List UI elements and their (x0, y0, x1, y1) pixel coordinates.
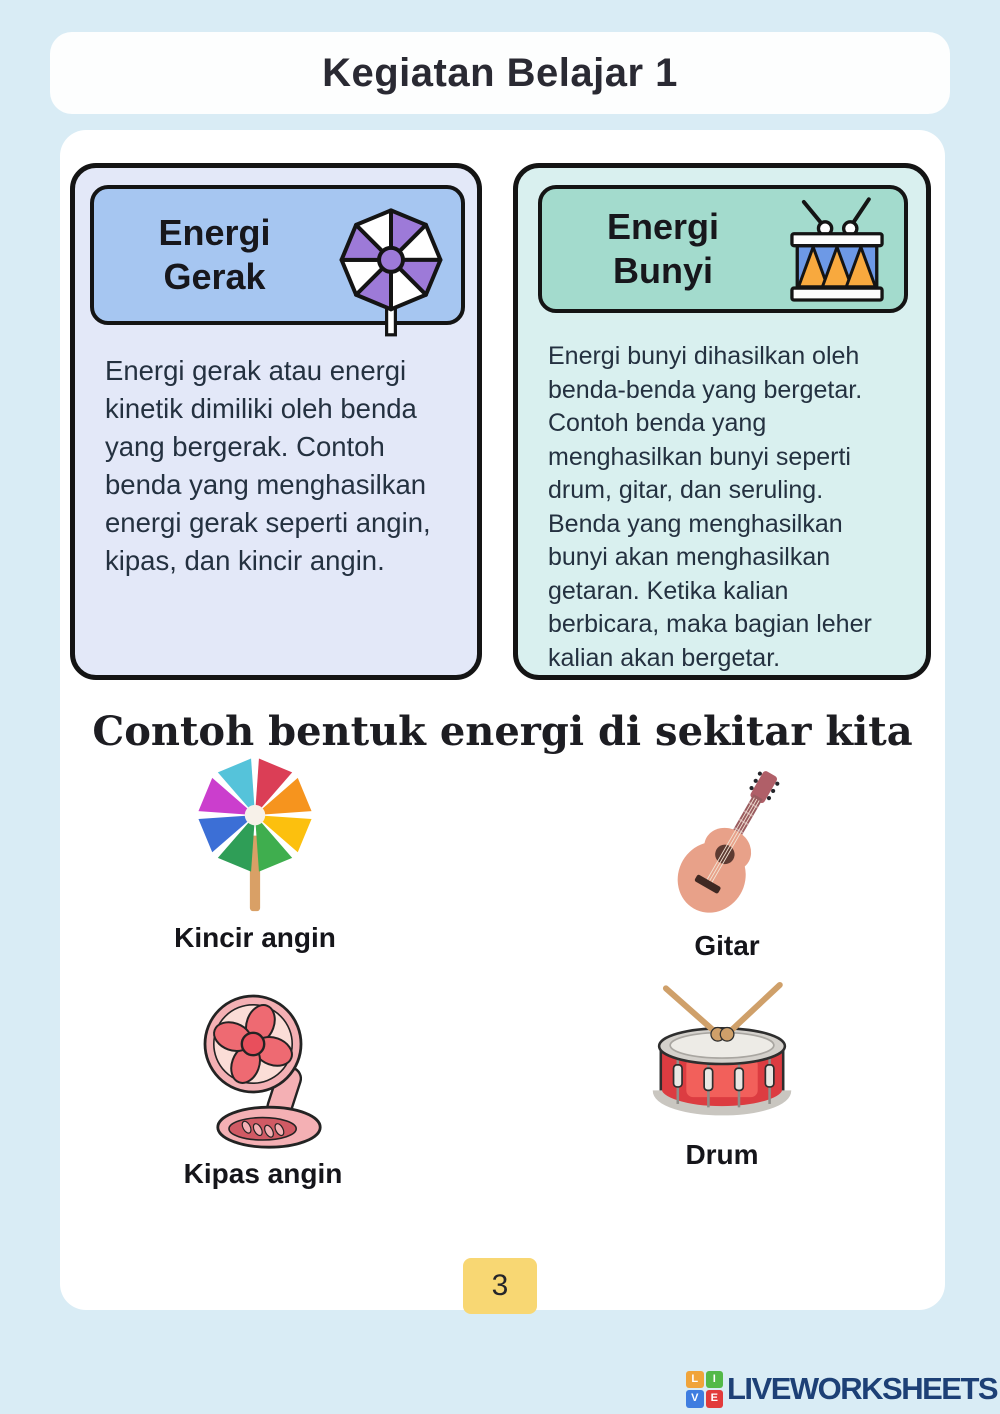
label-kipas-angin: Kipas angin (183, 1158, 343, 1189)
guitar-icon (659, 754, 795, 924)
example-kincir-angin (140, 752, 370, 954)
label-drum: Drum (685, 1139, 759, 1170)
energi-gerak-title-line2: Gerak (163, 256, 266, 297)
pinwheel-icon (335, 204, 447, 338)
energi-gerak-title (94, 211, 335, 299)
drum-icon (784, 192, 890, 306)
energi-bunyi-title-line1: Energi (606, 206, 720, 248)
logo-letter-i: I (706, 1371, 724, 1389)
page-number: 3 (463, 1258, 537, 1314)
logo-letter-l: L (686, 1371, 704, 1389)
energi-gerak-body: Energi gerak atau energi kinetik dimiliki oleh benda yang bergerak. Contoh benda yang menghasilkan energi gerak seperti angin, kipas, dan kincir angin. (105, 355, 431, 576)
color-pinwheel-icon (192, 752, 318, 916)
liveworksheets-logo-icon (686, 1371, 723, 1408)
energi-gerak-title-line1: Energi (158, 212, 271, 254)
energi-bunyi-title-line2: Bunyi (612, 250, 713, 291)
energi-gerak-card (70, 163, 482, 680)
title-card (50, 32, 950, 114)
brand-text: LIVEWORKSHEETS (727, 1371, 998, 1406)
section-heading: Contoh bentuk energi di sekitar kita (92, 708, 913, 755)
page-title: Kegiatan Belajar 1 (322, 50, 678, 95)
fan-icon (189, 988, 337, 1152)
example-kipas-angin (148, 988, 378, 1190)
logo-letter-e: E (706, 1390, 724, 1408)
example-gitar (612, 754, 842, 962)
energi-bunyi-body: Energi bunyi dihasilkan oleh benda-benda yang bergetar. Contoh benda yang menghasilkan bunyi seperti drum, gitar, dan seruling. Benda yang menghasilkan bunyi akan menghasilkan getaran. Ketika kalian berbicara, maka bagian leher kalian akan bergetar. (548, 342, 872, 672)
label-gitar: Gitar (694, 930, 760, 961)
logo-letter-v: V (686, 1390, 704, 1408)
energi-bunyi-header (538, 185, 908, 313)
energi-bunyi-title (542, 205, 784, 293)
red-drum-icon (637, 978, 807, 1133)
energi-bunyi-card (513, 163, 931, 680)
energi-gerak-header (90, 185, 465, 325)
example-drum (607, 978, 837, 1171)
content-panel (60, 130, 945, 1310)
liveworksheets-footer[interactable] (686, 1369, 997, 1409)
label-kincir-angin: Kincir angin (174, 922, 336, 953)
